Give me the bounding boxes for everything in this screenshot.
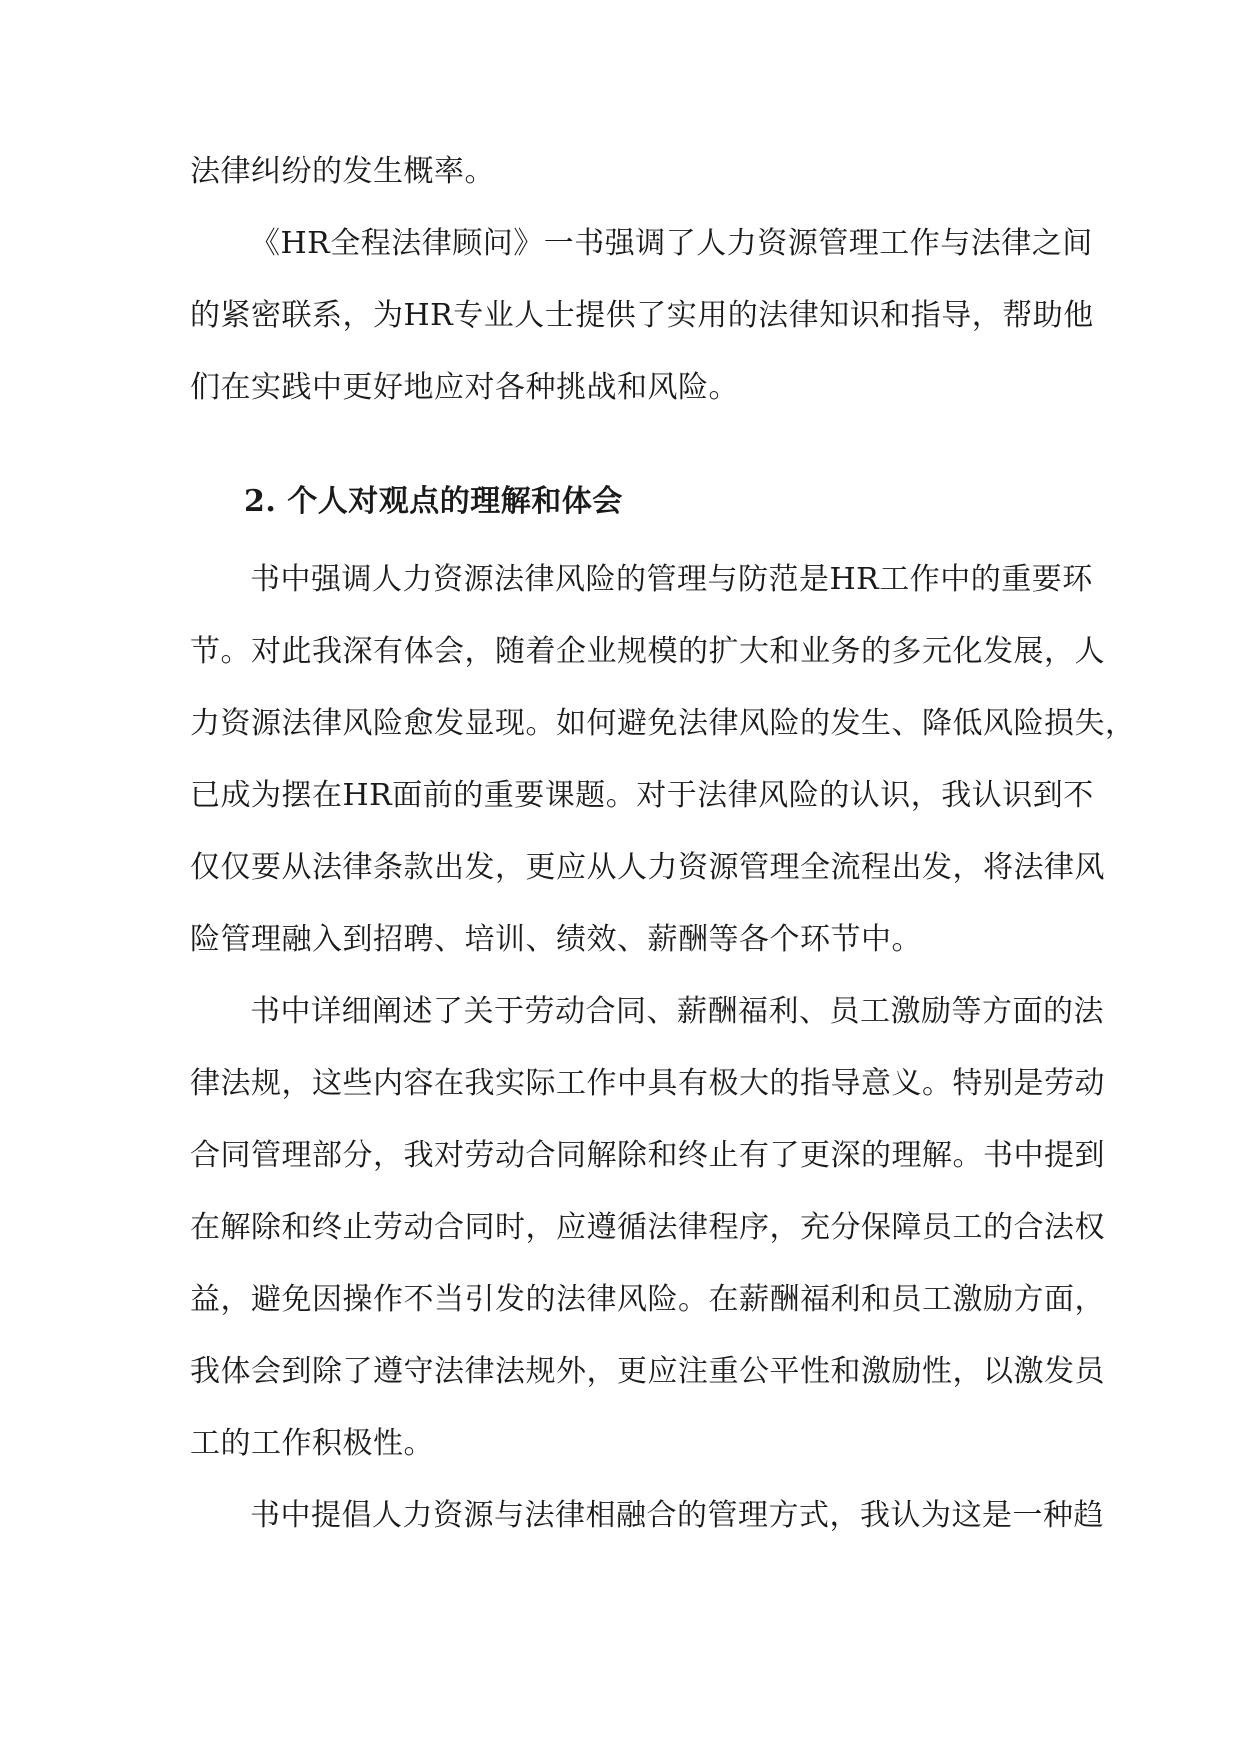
text-line: 力资源法律风险愈发显现。如何避免法律风险的发生、降低风险损失， bbox=[190, 706, 1136, 741]
text-line: 律法规，这些内容在我实际工作中具有极大的指导意义。特别是劳动 bbox=[190, 1066, 1105, 1101]
text-line: 的紧密联系，为HR专业人士提供了实用的法律知识和指导，帮助他 bbox=[190, 298, 1094, 333]
paragraph-first-line: 书中提倡人力资源与法律相融合的管理方式，我认为这是一种趋 bbox=[250, 1498, 1104, 1533]
text-line: 仅仅要从法律条款出发，更应从人力资源管理全流程出发，将法律风 bbox=[190, 850, 1105, 885]
paragraph-first-line: 《HR全程法律顾问》一书强调了人力资源管理工作与法律之间 bbox=[250, 226, 1093, 261]
text-line: 益，避免因操作不当引发的法律风险。在薪酬福利和员工激励方面， bbox=[190, 1282, 1105, 1317]
paragraph-first-line: 书中详细阐述了关于劳动合同、薪酬福利、员工激励等方面的法 bbox=[250, 994, 1104, 1029]
text-line: 工的工作积极性。 bbox=[190, 1426, 434, 1461]
text-line: 法律纠纷的发生概率。 bbox=[190, 154, 495, 189]
text-line: 在解除和终止劳动合同时，应遵循法律程序，充分保障员工的合法权 bbox=[190, 1210, 1105, 1245]
text-line: 险管理融入到招聘、培训、绩效、薪酬等各个环节中。 bbox=[190, 922, 922, 957]
text-line: 我体会到除了遵守法律法规外，更应注重公平性和激励性，以激发员 bbox=[190, 1354, 1105, 1389]
paragraph-first-line: 书中强调人力资源法律风险的管理与防范是HR工作中的重要环 bbox=[250, 562, 1093, 597]
text-line: 们在实践中更好地应对各种挑战和风险。 bbox=[190, 370, 739, 405]
text-line: 合同管理部分，我对劳动合同解除和终止有了更深的理解。书中提到 bbox=[190, 1138, 1105, 1173]
text-line: 已成为摆在HR面前的重要课题。对于法律风险的认识，我认识到不 bbox=[190, 778, 1094, 813]
text-line: 节。对此我深有体会，随着企业规模的扩大和业务的多元化发展，人 bbox=[190, 634, 1105, 669]
section-heading: 2. 个人对观点的理解和体会 bbox=[244, 484, 623, 519]
